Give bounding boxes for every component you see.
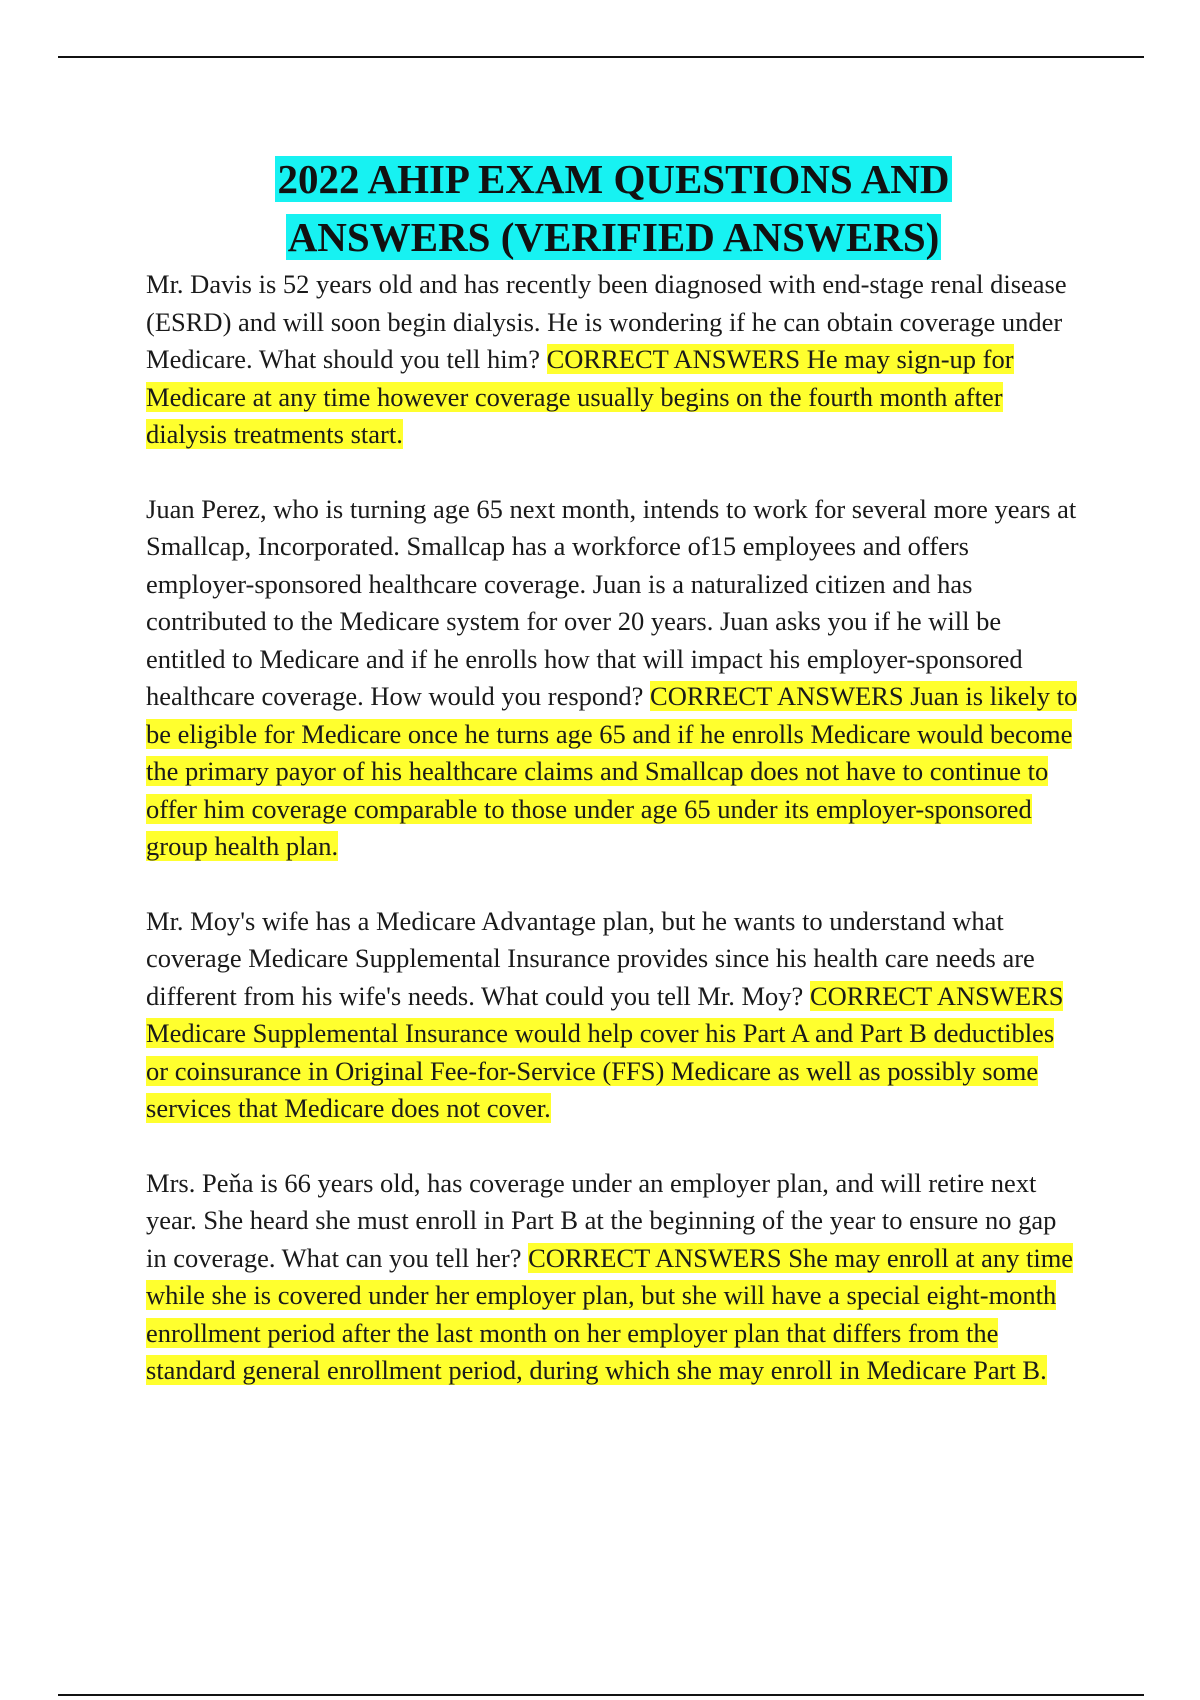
question-text: Mr. Moy's wife has a Medicare Advantage plan, but he wants to understand what coverage Medicare Supplemental Insurance provides since his health care needs are different from his wife's needs. What could you tell Mr. Moy? [146, 905, 1035, 1011]
document-body [146, 150, 1081, 1427]
answer-text: CORRECT ANSWERS Medicare Supplemental Insurance would help cover his Part A and Part B deductibles or coinsurance in Original Fee-for-Service (FFS) Medicare as well as possibly some services that Medicare does not cover. [146, 980, 1064, 1123]
qa-item-2 [146, 491, 1081, 866]
answer-text: CORRECT ANSWERS Juan is likely to be eligible for Medicare once he turns age 65 and if he enrolls Medicare would become the primary payor of his healthcare claims and Smallcap does not have to continue to offer him coverage comparable to those under age 65 under its employer-sponsored group health plan. [146, 681, 1078, 861]
question-text: Mr. Davis is 52 years old and has recently been diagnosed with end-stage renal disease (ESRD) and will soon begin dialysis. He is wondering if he can obtain coverage under Medicare. What should you tell him? [146, 269, 1067, 374]
document-title [146, 150, 1081, 266]
answer-text: CORRECT ANSWERS She may enroll at any time while she is covered under her employer plan, but she will have a special eight-month enrollment period after the last month on her employer plan that differs from the standard general enrollment period, during which she may enroll in Medicare Part B. [146, 1242, 1074, 1385]
question-text: Juan Perez, who is turning age 65 next month, intends to work for several more years at Smallcap, Incorporated. Smallcap has a workforce of15 employees and offers employer-sponsored healthcare coverage. Juan is a naturalized citizen and has contributed to the Medicare system for over 20 years. Juan asks you if he will be entitled to Medicare and if he enrolls how that will impact his employer-sponsored healthcare coverage. How would you respond? [146, 493, 1077, 711]
qa-item-4 [146, 1165, 1081, 1390]
question-text: Mrs. Peňa is 66 years old, has coverage under an employer plan, and will retire next year. She heard she must enroll in Part B at the beginning of the year to ensure no gap in coverage. What can you tell her? [146, 1167, 1057, 1273]
header-rule [58, 56, 1144, 58]
title-line-1: 2022 AHIP EXAM QUESTIONS AND [277, 156, 950, 202]
answer-text: CORRECT ANSWERS He may sign-up for Medicare at any time however coverage usually begins on the fourth month after dialysis treatments start. [146, 344, 1014, 449]
footer-rule [58, 1694, 1144, 1696]
qa-item-3 [146, 903, 1081, 1128]
title-line-2: ANSWERS (VERIFIED ANSWERS) [287, 214, 940, 260]
qa-item-1 [146, 266, 1081, 454]
